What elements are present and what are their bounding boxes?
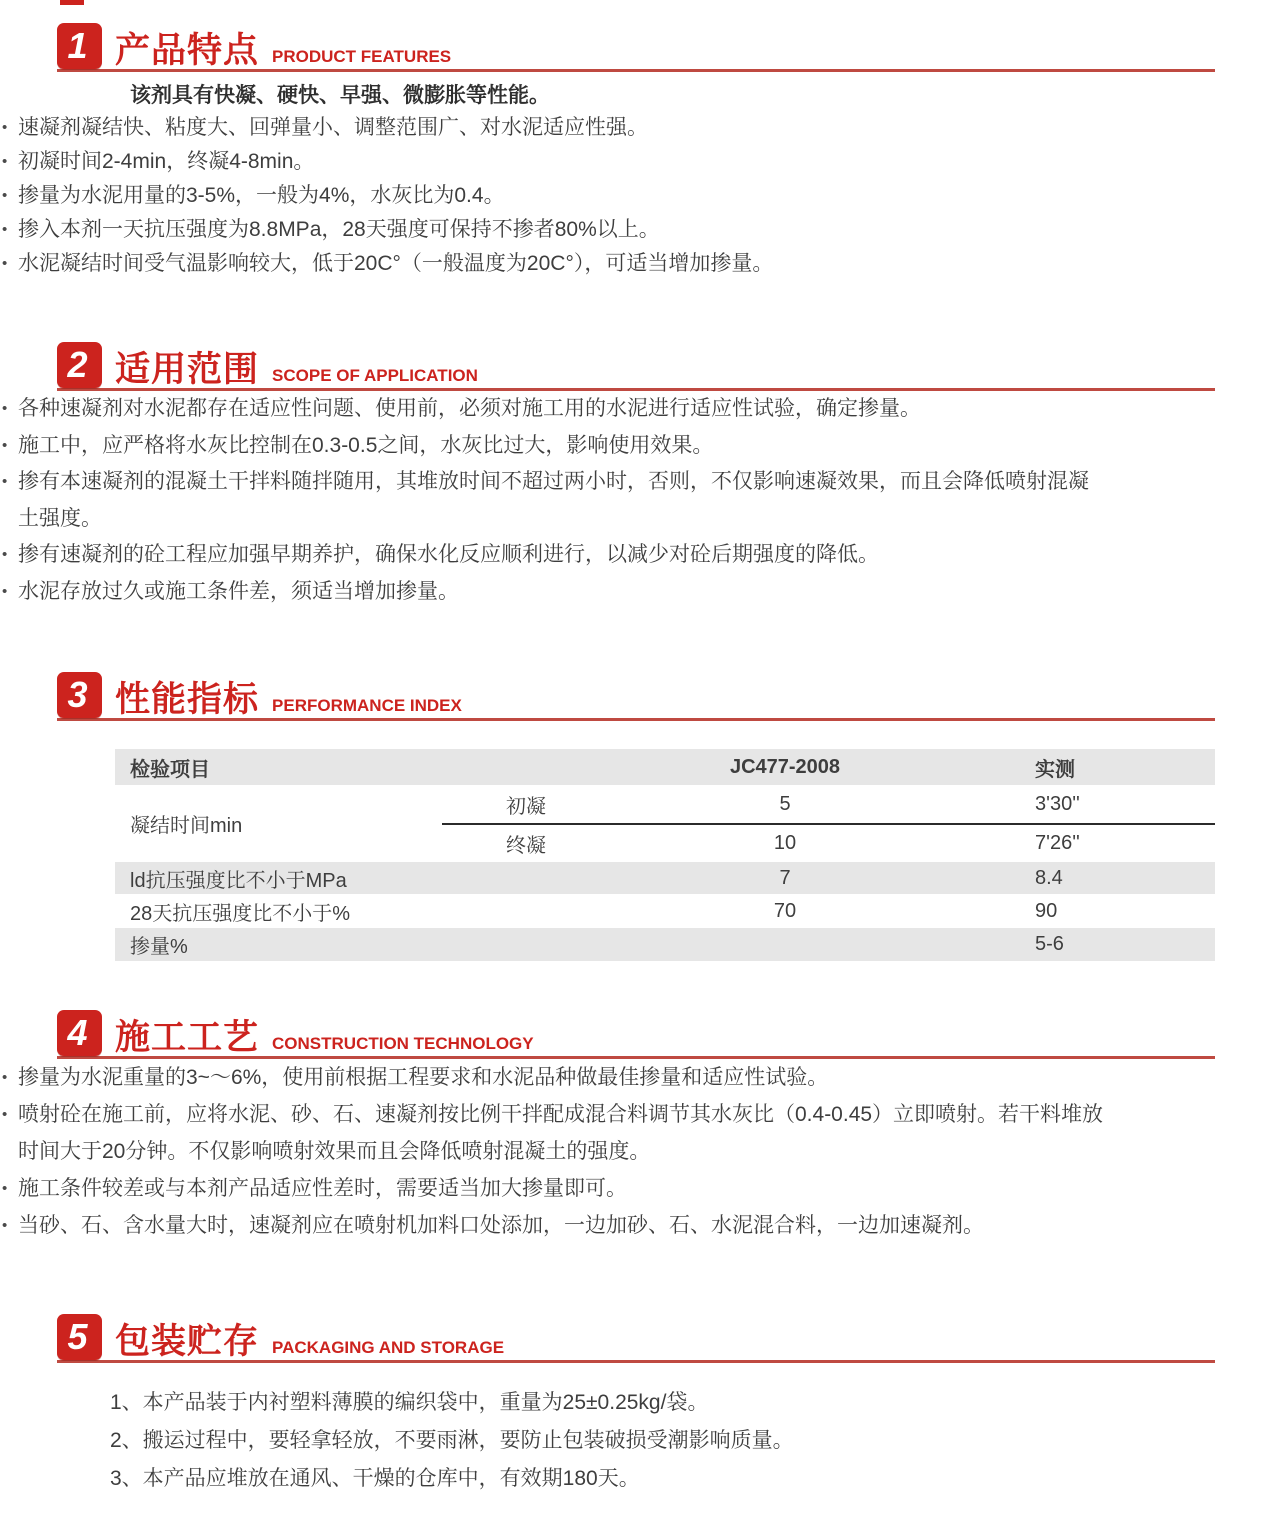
section-1-number: 1 (67, 25, 88, 66)
table-row (115, 894, 1215, 928)
list-item: • 速凝剂凝结快、粘度大、回弹量小、调整范围广、对水泥适应性强。 (0, 111, 1100, 145)
cell-final-measured: 7'26'' (960, 824, 1215, 862)
section-1-header (57, 23, 1215, 72)
section-product-features (0, 23, 1280, 281)
cell-dosage-measured: 5-6 (1035, 933, 1064, 955)
section-5-title: 包装贮存 (115, 1322, 260, 1361)
section-3-header (57, 672, 1215, 721)
list-item: 2、搬运过程中，要轻拿轻放，不要雨淋，要防止包装破损受潮影响质量。 (110, 1429, 794, 1452)
list-item: • 掺量为水泥用量的3-5%，一般为4%，水灰比为0.4。 (0, 179, 1100, 213)
product-features-intro: 该剂具有快凝、硬快、早强、微膨胀等性能。 (130, 84, 550, 107)
list-item: • 掺有速凝剂的砼工程应加强早期养护，确保水化反应顺利进行，以减少对砼后期强度的降低。 (0, 537, 1105, 574)
section-3-subtitle: PERFORMANCE INDEX (272, 696, 462, 715)
section-5-subtitle: PACKAGING AND STORAGE (272, 1338, 505, 1357)
list-item: 3、本产品应堆放在通风、干燥的仓库中，有效期180天。 (110, 1467, 640, 1490)
section-2-number: 2 (67, 344, 88, 385)
section-scope-of-application (0, 342, 1280, 610)
list-item: • 施工条件较差或与本剂产品适应性差时，需要适当加大掺量即可。 (0, 1170, 1105, 1207)
cell-initial-label: 初凝 (506, 795, 546, 818)
table-row (115, 785, 1215, 824)
section-2-number-badge (57, 342, 102, 388)
list-item: • 水泥存放过久或施工条件差，须适当增加掺量。 (0, 574, 1105, 611)
section-1-subtitle: PRODUCT FEATURES (272, 47, 452, 66)
header-cell-measured: 实测 (1035, 758, 1075, 781)
section-1-title: 产品特点 (115, 31, 260, 70)
construction-list (0, 1059, 1105, 1244)
scope-list (0, 391, 1105, 610)
section-2-title: 适用范围 (115, 350, 260, 389)
cell-dosage-label: 掺量% (130, 936, 188, 958)
cell-final-label: 终凝 (442, 824, 610, 862)
list-item: • 喷射砼在施工前，应将水泥、砂、石、速凝剂按比例干拌配成混合料调节其水灰比（0.4-0.45）立即喷射。若干料堆放时间大于20分钟。不仅影响喷射效果而且会降低喷射混凝土的强度。 (0, 1096, 1105, 1170)
performance-index-table (115, 749, 1215, 961)
section-4-number-badge (57, 1010, 102, 1056)
list-item: • 掺量为水泥重量的3~～6%，使用前根据工程要求和水泥品种做最佳掺量和适应性试验。 (0, 1059, 1105, 1096)
section-4-subtitle: CONSTRUCTION TECHNOLOGY (272, 1034, 534, 1053)
section-3-number: 3 (67, 674, 88, 715)
list-item: • 水泥凝结时间受气温影响较大，低于20C°（一般温度为20C°），可适当增加掺量。 (0, 247, 1100, 281)
cell-1d-label: ld抗压强度比不小于MPa (130, 869, 347, 892)
product-features-list (0, 111, 1100, 281)
section-3-number-badge (57, 672, 102, 718)
cell-1d-standard: 7 (779, 866, 791, 889)
cell-dosage-standard (610, 928, 960, 961)
list-item: • 掺入本剂一天抗压强度为8.8MPa，28天强度可保持不掺者80%以上。 (0, 213, 1100, 247)
table-header-row (115, 749, 1215, 785)
header-cell-item: 检验项目 (130, 758, 210, 781)
section-2-header (57, 342, 1215, 391)
cell-1d-measured: 8.4 (1035, 866, 1063, 889)
list-item: • 各种速凝剂对水泥都存在适应性问题、使用前，必须对施工用的水泥进行适应性试验，确定掺量。 (0, 391, 1105, 428)
cell-28d-measured: 90 (1035, 899, 1058, 922)
section-4-title: 施工工艺 (115, 1018, 260, 1057)
section-2-subtitle: SCOPE OF APPLICATION (272, 366, 478, 385)
section-packaging-storage (0, 1314, 1280, 1498)
header-cell-standard: JC477-2008 (729, 755, 841, 778)
table-row (115, 862, 1215, 894)
section-construction-technology (0, 1010, 1280, 1244)
section-5-number-badge (57, 1314, 102, 1360)
cell-28d-label: 28天抗压强度比不小于% (130, 902, 351, 925)
section-4-number: 4 (67, 1012, 88, 1053)
cell-initial-standard: 5 (779, 792, 791, 815)
cell-initial-measured: 3'30'' (1035, 792, 1080, 815)
section-3-title: 性能指标 (115, 680, 260, 719)
list-item: • 施工中，应严格将水灰比控制在0.3-0.5之间，水灰比过大，影响使用效果。 (0, 428, 1105, 465)
list-item: 1、本产品装于内衬塑料薄膜的编织袋中，重量为25±0.25kg/袋。 (110, 1391, 709, 1414)
page-top-red-fragment (60, 0, 84, 5)
section-performance-index (0, 672, 1280, 961)
cell-final-standard: 10 (610, 824, 960, 862)
list-item: • 初凝时间2-4min，终凝4-8min。 (0, 145, 1100, 179)
section-4-header (57, 1010, 1215, 1059)
section-1-number-badge (57, 23, 102, 69)
cell-28d-standard: 70 (773, 899, 797, 922)
cell-setting-time-label: 凝结时间min (130, 815, 243, 837)
section-5-header (57, 1314, 1215, 1363)
list-item: • 掺有本速凝剂的混凝土干拌料随拌随用，其堆放时间不超过两小时，否则，不仅影响速凝效果，而且会降低喷射混凝土强度。 (0, 464, 1105, 537)
section-5-number: 5 (67, 1316, 88, 1357)
table-row (115, 928, 1215, 961)
packaging-list (110, 1384, 1280, 1498)
list-item: • 当砂、石、含水量大时，速凝剂应在喷射机加料口处添加，一边加砂、石、水泥混合料，一边加速凝剂。 (0, 1207, 1105, 1244)
